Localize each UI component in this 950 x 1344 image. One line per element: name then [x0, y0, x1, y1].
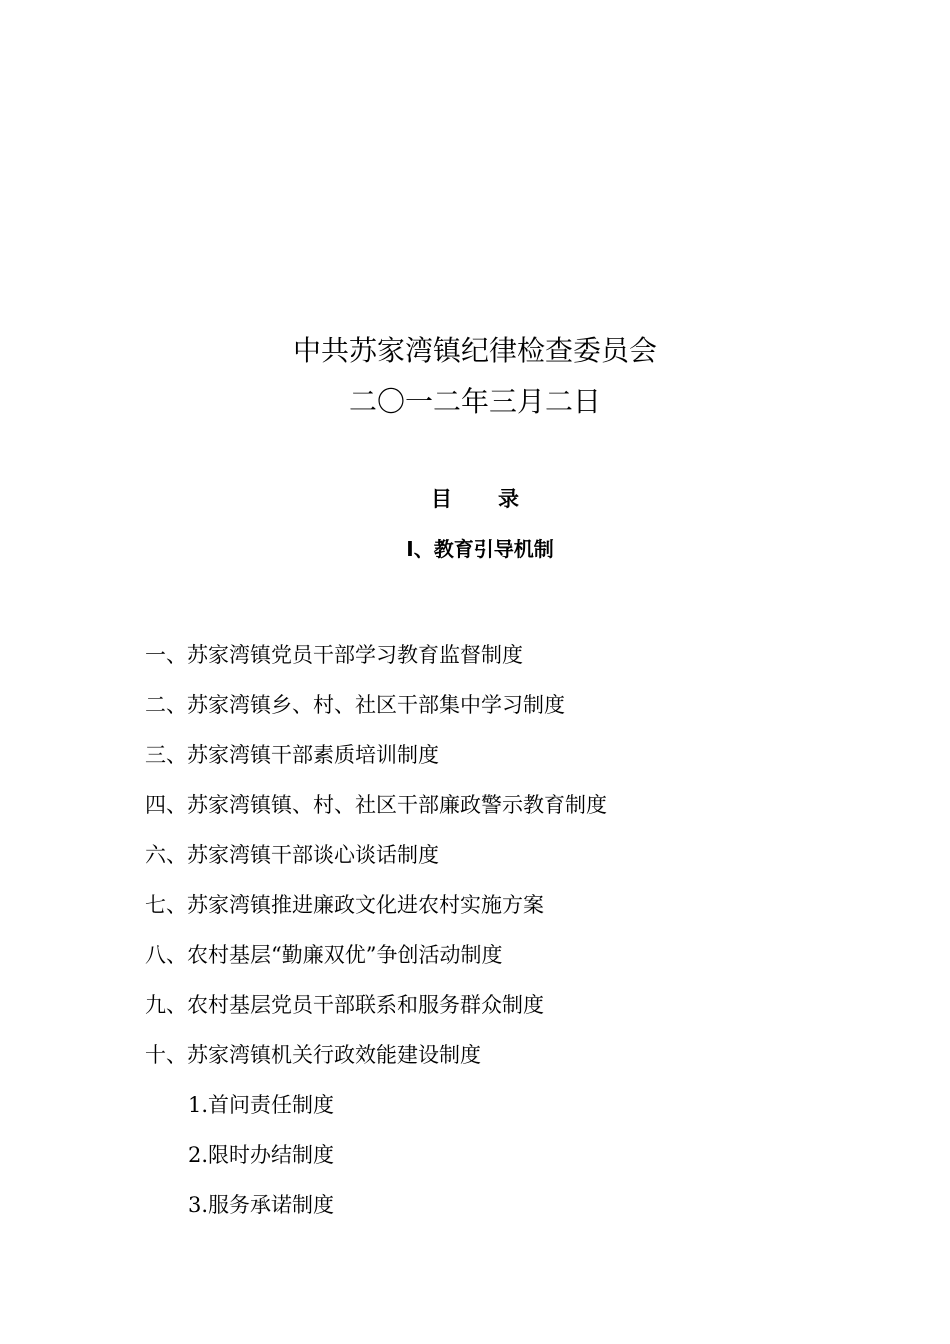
toc-item: 七、苏家湾镇推进廉政文化进农村实施方案	[145, 893, 544, 917]
toc-subitem: 3.服务承诺制度	[188, 1193, 335, 1217]
toc-item: 六、苏家湾镇干部谈心谈话制度	[145, 843, 439, 867]
toc-list	[145, 630, 607, 1230]
toc-title-char-2: 录	[498, 487, 519, 511]
toc-subitem: 2.限时办结制度	[188, 1143, 335, 1167]
organization-name: 中共苏家湾镇纪律检查委员会	[292, 334, 657, 367]
toc-item: 三、苏家湾镇干部素质培训制度	[145, 743, 439, 767]
toc-subitem: 1.首问责任制度	[188, 1093, 335, 1117]
toc-item: 十、苏家湾镇机关行政效能建设制度	[145, 1043, 481, 1067]
toc-title-char-1: 目	[431, 487, 452, 511]
toc-item: 一、苏家湾镇党员干部学习教育监督制度	[145, 643, 523, 667]
section-heading: Ⅰ、教育引导机制	[406, 537, 554, 561]
toc-item: 九、农村基层党员干部联系和服务群众制度	[145, 993, 544, 1017]
toc-item: 四、苏家湾镇镇、村、社区干部廉政警示教育制度	[145, 793, 607, 817]
toc-item: 八、农村基层“勤廉双优”争创活动制度	[145, 943, 503, 967]
document-date: 二〇一二年三月二日	[348, 385, 601, 418]
toc-title	[0, 482, 950, 516]
toc-item: 二、苏家湾镇乡、村、社区干部集中学习制度	[145, 693, 565, 717]
